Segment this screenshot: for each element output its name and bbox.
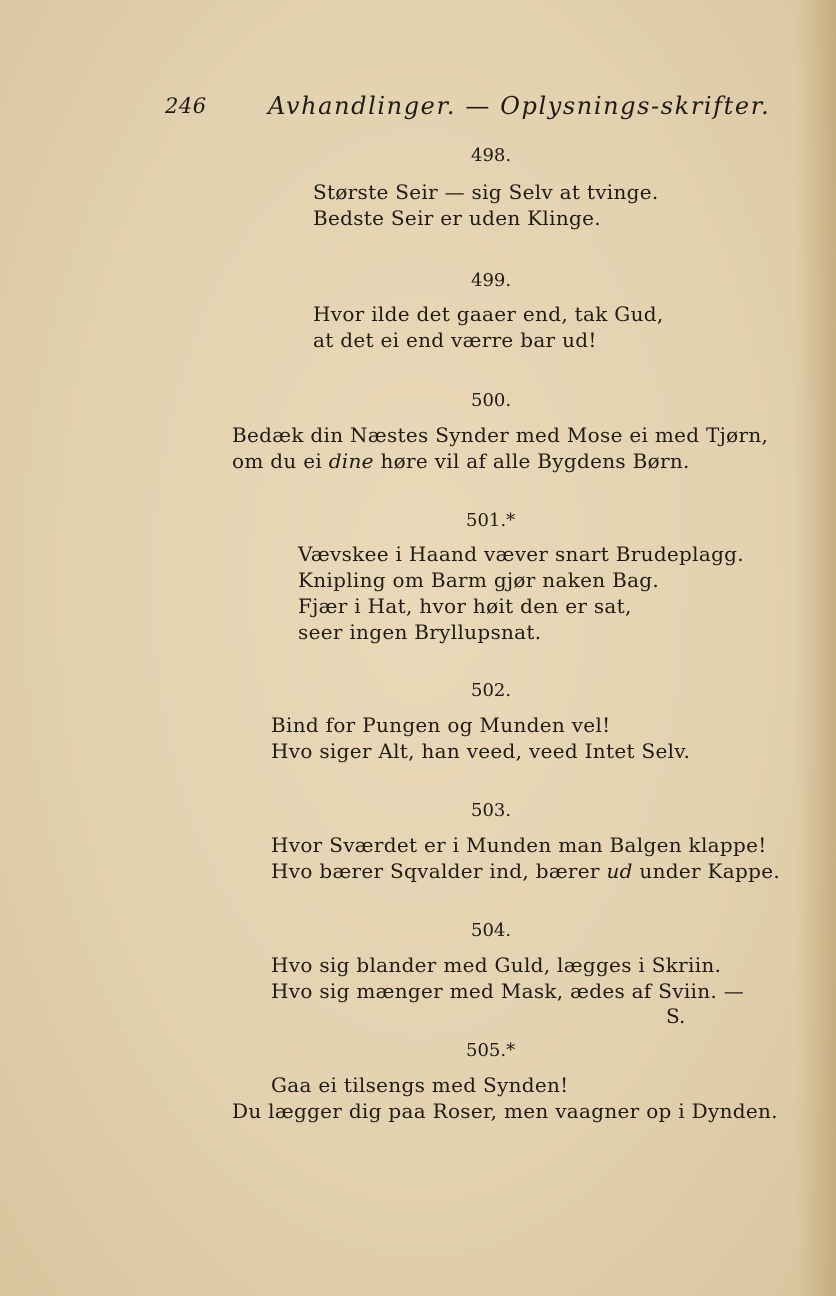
signature: S. bbox=[666, 1004, 686, 1028]
entry-number: 504. bbox=[471, 920, 512, 941]
verse-line: Største Seir — sig Selv at tvinge. bbox=[313, 180, 659, 204]
verse-line: Knipling om Barm gjør naken Bag. bbox=[298, 568, 660, 592]
page-edge-shadow bbox=[796, 0, 836, 1296]
entry-number: 501.* bbox=[466, 510, 516, 531]
verse-line: Bedste Seir er uden Klinge. bbox=[313, 206, 601, 230]
verse-line: Bedæk din Næstes Synder med Mose ei med Tjørn, bbox=[232, 423, 769, 447]
verse-line: Hvo siger Alt, han veed, veed Intet Selv. bbox=[271, 739, 691, 763]
entry-number: 502. bbox=[471, 680, 512, 701]
emphasis-word: ud bbox=[599, 859, 640, 883]
verse-line: at det ei end værre bar ud! bbox=[313, 328, 597, 352]
entry-number: 498. bbox=[471, 145, 512, 166]
verse-line: om du ei dine høre vil af alle Bygdens Børn. bbox=[232, 449, 690, 473]
verse-line: Du lægger dig paa Roser, men vaagner op i Dynden. bbox=[232, 1099, 778, 1123]
verse-line: Vævskee i Haand væver snart Brudeplagg. bbox=[298, 542, 744, 566]
page-header bbox=[0, 92, 836, 126]
entry-number: 503. bbox=[471, 800, 512, 821]
verse-line: Hvor Sværdet er i Munden man Balgen klappe! bbox=[271, 833, 767, 857]
verse-line: Hvo sig mænger med Mask, ædes af Sviin. — bbox=[271, 979, 745, 1003]
entry-number: 505.* bbox=[466, 1040, 516, 1061]
verse-line: Hvo sig blander med Guld, lægges i Skriin. bbox=[271, 953, 722, 977]
running-title: Avhandlinger. — Oplysnings-skrifter. bbox=[268, 92, 771, 120]
entry-number: 499. bbox=[471, 270, 512, 291]
page-number: 246 bbox=[165, 94, 207, 118]
verse-line: Hvor ilde det gaaer end, tak Gud, bbox=[313, 302, 664, 326]
verse-line: Gaa ei tilsengs med Synden! bbox=[271, 1073, 569, 1097]
verse-line: Hvo bærer Sqvalder ind, bærer ud under Kappe. bbox=[271, 859, 780, 883]
verse-line: seer ingen Bryllupsnat. bbox=[298, 620, 542, 644]
verse-line: Bind for Pungen og Munden vel! bbox=[271, 713, 611, 737]
verse-line: Fjær i Hat, hvor høit den er sat, bbox=[298, 594, 632, 618]
entry-number: 500. bbox=[471, 390, 512, 411]
emphasis-word: dine bbox=[328, 449, 374, 473]
